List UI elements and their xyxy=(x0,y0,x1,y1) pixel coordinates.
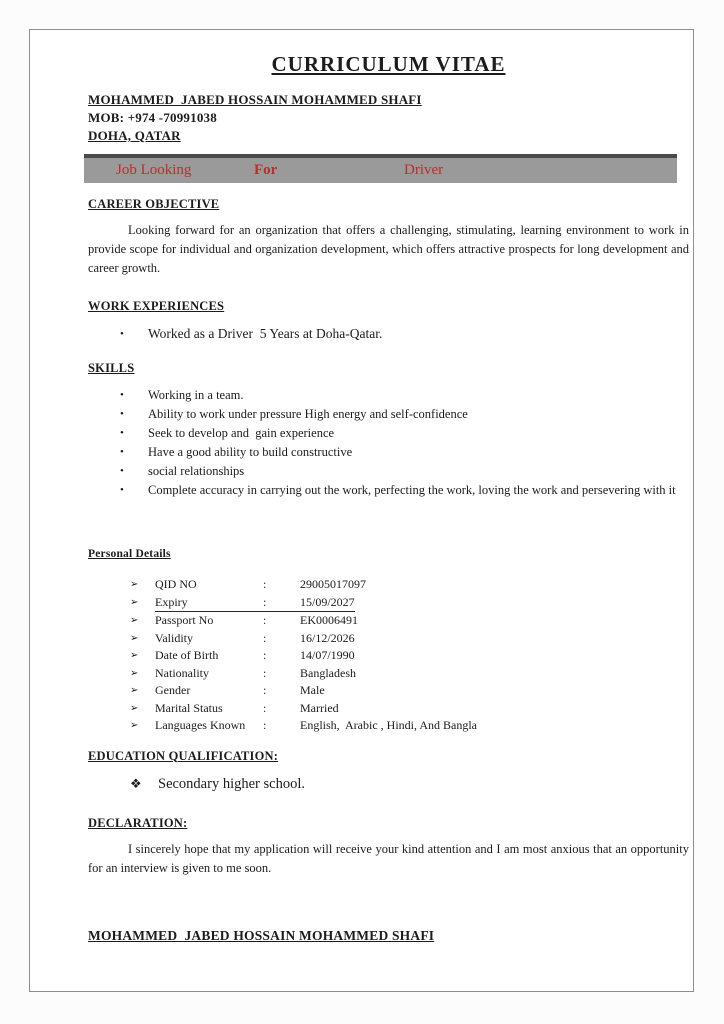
detail-separator: : xyxy=(263,683,267,697)
skills-heading: SKILLS xyxy=(88,361,135,375)
detail-separator: : xyxy=(263,630,267,645)
detail-label: QID NO xyxy=(155,577,197,591)
contact-block xyxy=(88,91,689,145)
detail-value: Bangladesh xyxy=(300,665,356,680)
personal-detail-content xyxy=(155,594,355,613)
skill-item xyxy=(88,424,689,443)
skill-text: Working in a team. xyxy=(148,388,244,402)
section-work-experiences xyxy=(88,299,689,344)
declaration-heading: DECLARATION: xyxy=(88,815,188,830)
cv-page xyxy=(29,29,694,992)
work-experience-item xyxy=(88,324,689,344)
skill-text: Seek to develop and gain experience xyxy=(148,426,335,440)
personal-detail-row xyxy=(88,665,689,683)
candidate-name: MOHAMMED JABED HOSSAIN MOHAMMED SHAFI xyxy=(88,92,422,107)
detail-separator: : xyxy=(263,718,267,732)
dot-bullet-icon: • xyxy=(120,484,124,496)
mobile-number: MOB: +974 -70991038 xyxy=(88,110,217,125)
job-looking-banner xyxy=(84,154,677,183)
detail-label: Expiry xyxy=(155,594,188,609)
detail-label: Marital Status xyxy=(155,700,223,715)
job-banner-for: For xyxy=(254,162,278,178)
education-text: Secondary higher school. xyxy=(158,775,305,792)
personal-detail-row xyxy=(88,682,689,700)
personal-detail-content xyxy=(155,700,339,718)
skill-text: Ability to work under pressure High energy and self-confidence xyxy=(148,407,468,421)
personal-detail-row xyxy=(88,700,689,718)
section-personal-details xyxy=(88,548,689,735)
education-item xyxy=(88,774,689,794)
personal-detail-content xyxy=(155,682,325,700)
arrow-bullet-icon: ➢ xyxy=(130,579,139,590)
arrow-bullet-icon: ➢ xyxy=(130,596,139,608)
detail-value: 15/09/2027 xyxy=(300,594,355,609)
detail-label: Languages Known xyxy=(155,718,246,732)
location: DOHA, QATAR xyxy=(88,128,181,143)
dot-bullet-icon: • xyxy=(120,446,124,458)
career-objective-heading: CAREER OBJECTIVE xyxy=(88,197,220,211)
detail-value: Male xyxy=(300,683,325,697)
personal-detail-row xyxy=(88,630,689,648)
arrow-bullet-icon: ➢ xyxy=(130,615,139,626)
education-heading: EDUCATION QUALIFICATION: xyxy=(88,748,279,763)
detail-label: Validity xyxy=(155,630,193,645)
document-title: CURRICULUM VITAE xyxy=(271,52,506,76)
job-banner-label: Job Looking xyxy=(116,162,192,178)
personal-detail-row xyxy=(88,576,689,594)
personal-detail-row xyxy=(88,717,689,735)
personal-detail-row xyxy=(88,647,689,665)
personal-details-heading: Personal Details xyxy=(88,548,171,560)
dot-bullet-icon: • xyxy=(120,465,124,477)
work-experience-list xyxy=(88,324,689,344)
dot-bullet-icon: • xyxy=(120,328,124,340)
arrow-bullet-icon: ➢ xyxy=(130,650,139,661)
detail-label: Date of Birth xyxy=(155,648,219,662)
declaration-text: I sincerely hope that my application will receive your kind attention and I am most anxious that an opportunity for an interview is given to me soon. xyxy=(88,841,689,875)
personal-detail-content xyxy=(155,647,355,665)
detail-separator: : xyxy=(263,594,267,609)
arrow-bullet-icon: ➢ xyxy=(130,667,139,679)
personal-detail-content xyxy=(155,612,358,630)
detail-value: English, Arabic , Hindi, And Bangla xyxy=(300,718,477,732)
detail-separator: : xyxy=(263,665,267,680)
skill-text: Have a good ability to build constructive xyxy=(148,445,353,459)
detail-label: Gender xyxy=(155,683,191,697)
detail-value: 14/07/1990 xyxy=(300,648,355,662)
signature-name: MOHAMMED JABED HOSSAIN MOHAMMED SHAFI xyxy=(88,927,435,943)
personal-detail-content xyxy=(155,717,477,735)
detail-label: Passport No xyxy=(155,613,214,627)
skill-item xyxy=(88,386,689,405)
personal-detail-content xyxy=(155,630,355,648)
personal-detail-content xyxy=(155,665,356,683)
skill-item xyxy=(88,443,689,462)
personal-detail-content xyxy=(155,576,366,594)
detail-separator: : xyxy=(263,648,267,662)
personal-detail-row xyxy=(88,594,689,613)
detail-separator: : xyxy=(263,700,267,715)
career-objective-text: Looking forward for an organization that offers a challenging, stimulating, learning environment to work in provide scope for individual and organization development, which offers attractive prospects for long development and career growth. xyxy=(88,223,689,275)
dot-bullet-icon: • xyxy=(120,408,124,420)
detail-value: EK0006491 xyxy=(300,613,358,627)
detail-separator: : xyxy=(263,613,267,627)
skill-item xyxy=(88,481,689,500)
skill-text: social relationships xyxy=(148,464,245,478)
detail-value: 29005017097 xyxy=(300,577,366,591)
skill-item xyxy=(88,405,689,424)
detail-label: Nationality xyxy=(155,665,209,680)
arrow-bullet-icon: ➢ xyxy=(130,702,139,714)
detail-value: Married xyxy=(300,700,339,715)
work-experiences-heading: WORK EXPERIENCES xyxy=(88,299,225,313)
personal-details-list xyxy=(88,576,689,735)
education-list xyxy=(88,774,689,794)
skills-list xyxy=(88,386,689,500)
arrow-bullet-icon: ➢ xyxy=(130,685,139,696)
section-skills xyxy=(88,361,689,500)
section-career-objective xyxy=(88,197,689,278)
skill-text: Complete accuracy in carrying out the work, perfecting the work, loving the work and persevering with it xyxy=(148,483,676,497)
dot-bullet-icon: • xyxy=(120,427,124,439)
detail-separator: : xyxy=(263,577,267,591)
job-banner-position: Driver xyxy=(404,162,444,178)
arrow-bullet-icon: ➢ xyxy=(130,632,139,644)
personal-detail-row xyxy=(88,612,689,630)
work-experience-text: Worked as a Driver 5 Years at Doha-Qatar. xyxy=(148,326,383,341)
detail-value: 16/12/2026 xyxy=(300,630,355,645)
section-declaration xyxy=(88,816,689,878)
diamond-bullet-icon: ❖ xyxy=(130,775,142,791)
section-education xyxy=(88,749,689,794)
arrow-bullet-icon: ➢ xyxy=(130,720,139,731)
skill-item xyxy=(88,462,689,481)
dot-bullet-icon: • xyxy=(120,389,124,401)
